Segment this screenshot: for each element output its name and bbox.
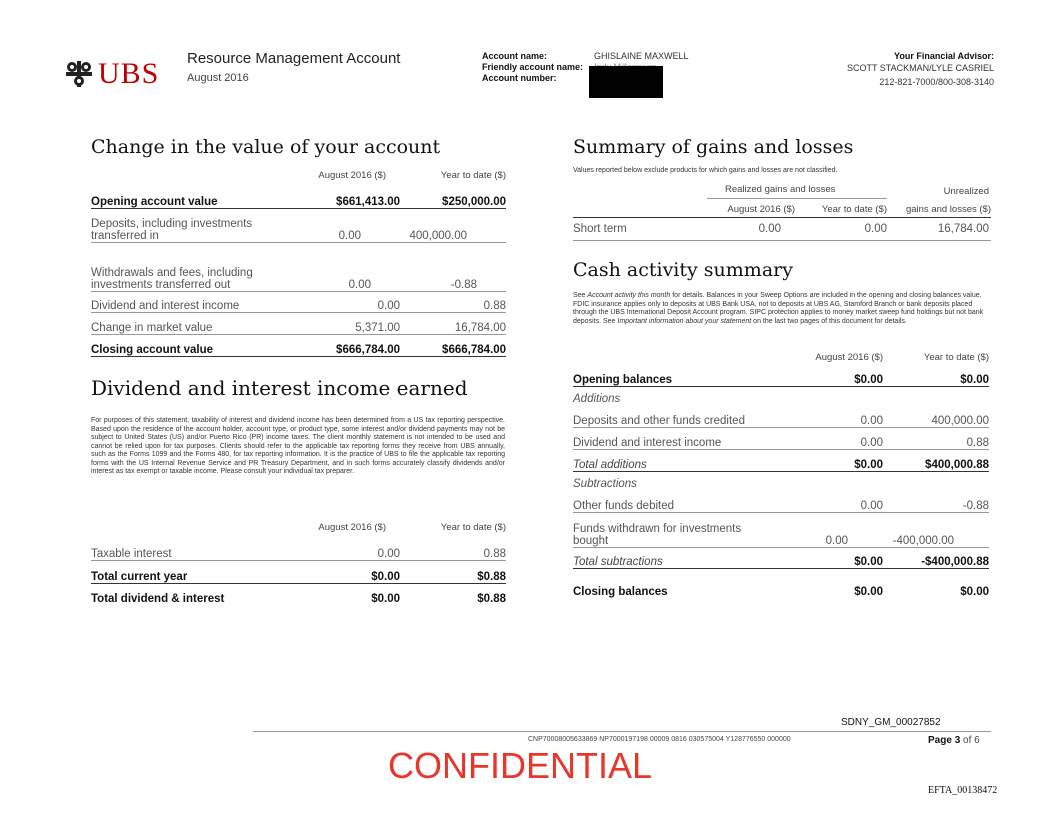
col-unreal: gains and losses ($) — [905, 204, 991, 215]
confidential-stamp: CONFIDENTIAL — [388, 745, 653, 786]
gains-table — [573, 184, 991, 244]
cash-note: See Account activity this month for details. Balances in your Sweep Options are included in the opening and closing balances value. FDIC insurance applies only to deposits at UBS Bank USA, not to deposits at UBS AG, Stamford Branch or bank deposits placed through the UBS International Deposit Account program. SIPC protection applies to money market sweep fund holdings but not bank deposits. See Important information about your statement on the last two pages of this document for details. — [573, 292, 984, 325]
table-row: Opening balances $0.00 $0.00 — [573, 370, 989, 387]
col-aug: August 2016 ($) — [727, 204, 795, 215]
table-row: Total dividend & interest $0.00 $0.88 — [91, 593, 506, 605]
table-row: Taxable interest 0.00 0.88 — [91, 542, 506, 561]
table-row: Deposits and other funds credited 0.00 400,000.00 — [573, 410, 989, 428]
account-name-label: Account name: — [482, 51, 548, 61]
table-row: Deposits, including investments transferred in 0.00 400,000.00 — [91, 210, 506, 243]
change-table — [91, 170, 506, 360]
keys-logo-icon — [62, 57, 96, 91]
table-row: Dividend and interest income 0.00 0.88 — [91, 294, 506, 313]
gains-title: Summary of gains and losses — [573, 136, 854, 158]
table-row: Withdrawals and fees, including investments transferred out 0.00 -0.88 — [91, 245, 506, 292]
page-indicator: Page 3 of 6 — [928, 735, 980, 746]
advisor-phone: 212-821-7000/800-308-3140 — [879, 77, 994, 87]
advisor-label: Your Financial Advisor: — [893, 51, 994, 61]
table-row: Funds withdrawn for investments bought 0.00 -400,000.00 — [573, 517, 989, 548]
change-title: Change in the value of your account — [91, 136, 441, 158]
table-row: Total current year $0.00 $0.88 — [91, 565, 506, 584]
footer-rule — [253, 731, 991, 732]
ubs-logo — [62, 55, 162, 95]
cash-title: Cash activity summary — [573, 259, 793, 281]
table-row: Other funds debited 0.00 -0.88 — [573, 495, 989, 513]
table-row: Total subtractions $0.00 -$400,000.88 — [573, 551, 989, 569]
table-row: Opening account value $661,413.00 $250,000.00 — [91, 190, 506, 209]
table-row: Dividend and interest income 0.00 0.88 — [573, 432, 989, 450]
col-ytd: Year to date ($) — [923, 352, 989, 363]
friendly-name-label: Friendly account name: — [482, 62, 584, 72]
table-row: Total additions $0.00 $400,000.88 — [573, 454, 989, 472]
dividend-title: Dividend and interest income earned — [91, 376, 468, 400]
gains-note: Values reported below exclude products for which gains and losses are not classified. — [573, 167, 838, 174]
col-ytd: Year to date ($) — [440, 170, 506, 181]
col-aug: August 2016 ($) — [815, 352, 883, 363]
col-ytd: Year to date ($) — [821, 204, 887, 215]
realized-group: Realized gains and losses — [725, 184, 836, 195]
redaction-box — [589, 66, 663, 98]
statement-month: August 2016 — [187, 72, 249, 84]
subtractions-label: Subtractions — [573, 478, 637, 490]
table-row: Change in market value 5,371.00 16,784.00 — [91, 316, 506, 335]
col-ytd: Year to date ($) — [440, 522, 506, 533]
bates-number: SDNY_GM_00027852 — [841, 717, 941, 728]
short-term-row: Short term 0.00 0.00 16,784.00 — [573, 223, 989, 235]
cash-table — [573, 352, 989, 602]
footer-code: CNP70008005633869 NP7000197198 00009 0816 030575004 Y128776550 000000 — [528, 736, 791, 743]
col-aug: August 2016 ($) — [318, 170, 386, 181]
brand-name: UBS — [98, 57, 160, 90]
col-aug: August 2016 ($) — [318, 522, 386, 533]
advisor-names: SCOTT STACKMAN/LYLE CASRIEL — [846, 63, 994, 73]
tax-note: For purposes of this statement, taxability of interest and dividend income has been determined from a US tax reporting perspective. Based upon the residence of the account holder, account type, or product type, some interest and/or dividend payments may not be subject to United States (US) and/or Puerto Rico (PR) income taxes. The client monthly statement is not intended to be used and cannot be relied upon for tax purposes. Clients should refer to the applicable tax reporting forms they receive from UBS annually, such as the Forms 1099 and the Forms 480, for tax reporting information. It is the practice of UBS to file the applicable tax reporting forms with the US Internal Revenue Service and PR Treasury Department, and in such forms accurately classify dividends and/or interest as tax exempt or taxable income. Please consult your individual tax preparer. — [91, 417, 505, 475]
unrealized-label: Unrealized — [943, 186, 989, 197]
account-type: Resource Management Account — [187, 50, 401, 67]
table-row: Closing balances $0.00 $0.00 — [573, 586, 989, 598]
account-number-label: Account number: — [482, 73, 557, 83]
additions-label: Additions — [573, 393, 621, 405]
account-name: GHISLAINE MAXWELL — [594, 51, 689, 61]
dividend-table — [91, 522, 506, 607]
efta-number: EFTA_00138472 — [928, 785, 998, 796]
table-row: Closing account value $666,784.00 $666,784.00 — [91, 338, 506, 357]
